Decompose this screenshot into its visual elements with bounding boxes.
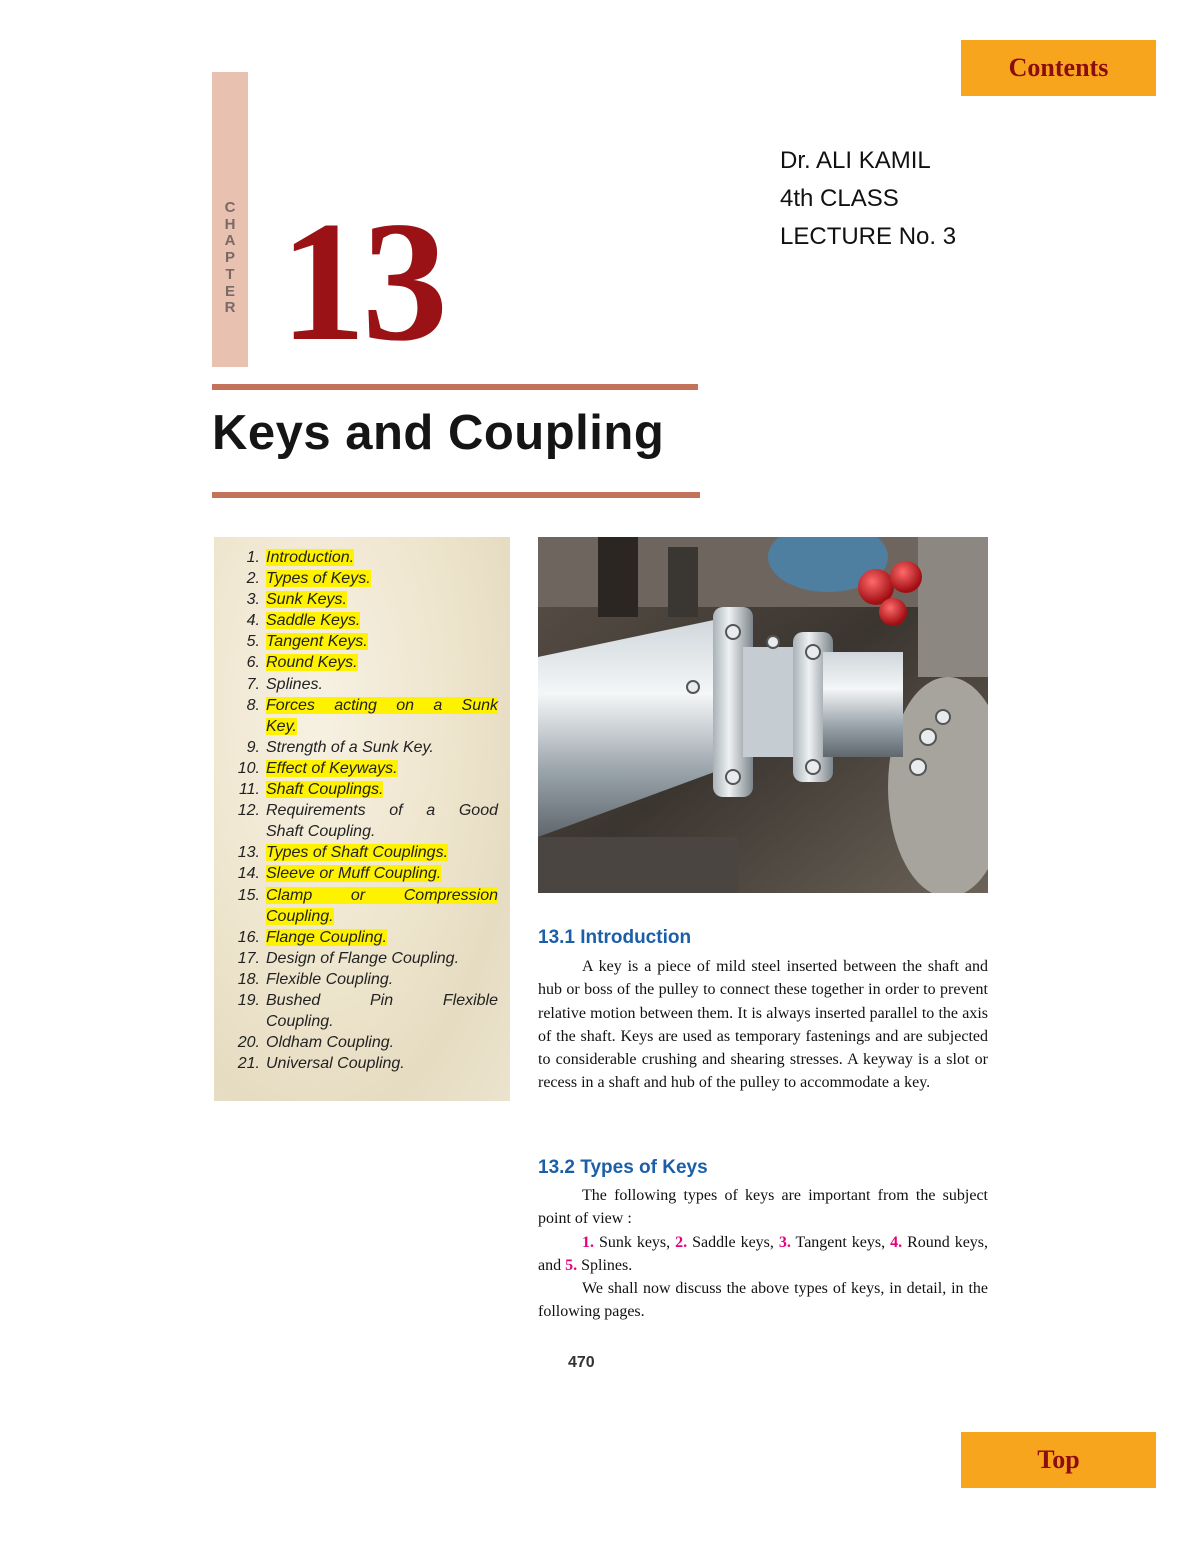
toc-item-number: 4. xyxy=(246,612,260,630)
toc-item xyxy=(214,927,510,948)
toc-item-continuation xyxy=(214,716,510,737)
toc-item xyxy=(214,863,510,884)
toc-item xyxy=(214,842,510,863)
toc-item xyxy=(214,610,510,631)
chapter-title: Keys and Coupling xyxy=(212,406,665,460)
key-type-label: Saddle keys, xyxy=(687,1233,779,1251)
toc-item-number: 2. xyxy=(246,570,260,588)
toc-item xyxy=(214,631,510,652)
toc-item-text: Saddle Keys. xyxy=(266,612,361,630)
toc-item xyxy=(214,589,510,610)
toc-item-continuation-text: Coupling. xyxy=(266,1013,334,1031)
toc-item-text: Strength of a Sunk Key. xyxy=(266,738,434,756)
toc-item-text: Flange Coupling. xyxy=(266,928,387,946)
toc-item-number: 20. xyxy=(237,1034,260,1052)
toc-item xyxy=(214,652,510,673)
toc-item-continuation xyxy=(214,906,510,927)
contents-button[interactable]: Contents xyxy=(961,40,1156,96)
toc-item-label xyxy=(260,927,510,948)
toc-item-label xyxy=(260,842,510,863)
toc-item xyxy=(214,568,510,589)
key-type-label: Round keys, and xyxy=(538,1233,989,1274)
toc-item-continuation xyxy=(214,821,510,842)
toc-item-continuation-text: Shaft Coupling. xyxy=(266,823,376,841)
toc-item-text: Design of Flange Coupling. xyxy=(266,949,460,967)
section-heading-introduction: 13.1 Introduction xyxy=(538,927,692,948)
toc-item-label xyxy=(260,800,510,821)
toc-item-text: Sunk Keys. xyxy=(266,591,347,609)
title-rule-bottom xyxy=(212,492,700,498)
toc-item xyxy=(214,990,510,1011)
toc-item-text: Tangent Keys. xyxy=(266,633,368,651)
types-of-keys-body: The following types of keys are important from the subject point of view : 1. Sunk keys, 2. Saddle keys, 3. Tangent keys, 4. Round keys, and 5. Splines. We shall now discuss the above types of keys, in detail, in the following pages. xyxy=(538,1187,989,1321)
toc-item-number: 9. xyxy=(246,738,260,756)
toc-item-continuation xyxy=(214,1011,510,1032)
flange-coupling-photo xyxy=(538,537,988,893)
toc-item xyxy=(214,547,510,568)
title-rule-top xyxy=(212,384,698,390)
toc-item-number: 15. xyxy=(237,886,260,904)
toc-item-text: Oldham Coupling. xyxy=(266,1034,395,1052)
toc-item-text: Forces acting on a Sunk xyxy=(266,696,498,714)
toc-item-number: 7. xyxy=(246,675,260,693)
toc-item-text: Effect of Keyways. xyxy=(266,759,398,777)
toc-item-label xyxy=(260,695,510,716)
key-type-label: Tangent keys, xyxy=(790,1233,891,1251)
key-type-number: 1. xyxy=(582,1233,594,1251)
toc-item-text: Bushed Pin Flexible xyxy=(266,991,498,1009)
key-type-number: 5. xyxy=(565,1256,578,1274)
chapter-number: 13 xyxy=(280,187,444,377)
toc-item-label xyxy=(260,863,510,884)
toc-item-text: Shaft Couplings. xyxy=(266,781,384,799)
introduction-paragraph: A key is a piece of mild steel inserted between the shaft and hub or boss of the pulley to connect these together in order to prevent relative motion between them. It is always inserted parallel to the axis of the shaft. Keys are used as temporary fastenings and are subjected to considerable crushing and shearing stresses. A keyway is a slot or recess in a shaft and hub of the pulley to accommodate a key. xyxy=(538,958,988,1092)
toc-item-label xyxy=(260,885,510,906)
toc-item-number: 6. xyxy=(246,654,260,672)
chapter-label: C H A P T E R xyxy=(224,199,236,317)
toc-item-number: 18. xyxy=(237,970,260,988)
toc-item-number: 16. xyxy=(237,928,260,946)
toc-item xyxy=(214,969,510,990)
toc-item xyxy=(214,695,510,716)
toc-item-label xyxy=(260,568,510,589)
toc-item-text: Introduction. xyxy=(266,549,355,566)
toc-item-text: Splines. xyxy=(266,675,323,693)
toc-item-number: 3. xyxy=(246,591,260,609)
toc-item-label xyxy=(260,969,510,990)
toc-item-label xyxy=(260,737,510,758)
toc-item-number: 13. xyxy=(237,844,260,862)
toc-item-label xyxy=(260,547,510,568)
toc-item-text: Universal Coupling. xyxy=(266,1055,405,1073)
toc-item xyxy=(214,779,510,800)
toc-item-label xyxy=(260,758,510,779)
top-button[interactable]: Top xyxy=(961,1432,1156,1488)
key-type-label: Splines. xyxy=(577,1256,633,1274)
toc-item-label xyxy=(260,779,510,800)
toc-item-number: 14. xyxy=(237,865,260,883)
toc-item-number: 8. xyxy=(246,696,260,714)
toc-item-number: 21. xyxy=(237,1055,260,1073)
toc-item-continuation-text: Coupling. xyxy=(266,907,334,925)
toc-item xyxy=(214,1053,510,1074)
toc-item-text: Requirements of a Good xyxy=(266,802,498,820)
toc-item-text: Sleeve or Muff Coupling. xyxy=(266,865,442,883)
toc-item-label xyxy=(260,1032,510,1053)
author-block xyxy=(780,142,956,256)
toc-item-label xyxy=(260,610,510,631)
toc-panel xyxy=(214,537,510,1101)
key-types-list xyxy=(538,1231,988,1278)
toc-item-text: Types of Shaft Couplings. xyxy=(266,844,449,862)
lecture-label: LECTURE No. 3 xyxy=(780,223,957,250)
key-type-number: 2. xyxy=(675,1233,688,1251)
section-heading-types-of-keys: 13.2 Types of Keys xyxy=(538,1157,708,1178)
key-type-label: Sunk keys, xyxy=(594,1233,676,1251)
toc-item xyxy=(214,674,510,695)
toc-item-text: Types of Keys. xyxy=(266,570,371,588)
toc-item xyxy=(214,800,510,821)
toc-item xyxy=(214,885,510,906)
toc-item-label xyxy=(260,631,510,652)
toc-item-number: 17. xyxy=(237,949,260,967)
toc-item-text: Flexible Coupling. xyxy=(266,970,394,988)
toc-item-label xyxy=(260,990,510,1011)
toc-item-number: 12. xyxy=(237,802,260,820)
toc-item-label xyxy=(260,652,510,673)
author-name: Dr. ALI KAMIL xyxy=(780,147,931,174)
toc-item-label xyxy=(260,674,510,695)
toc-item-number: 11. xyxy=(238,781,260,799)
toc-item xyxy=(214,758,510,779)
toc-list xyxy=(214,547,510,1074)
toc-item-label xyxy=(260,1053,510,1074)
toc-item-text: Round Keys. xyxy=(266,654,358,672)
toc-item-label xyxy=(260,948,510,969)
toc-item xyxy=(214,1032,510,1053)
toc-item-number: 1. xyxy=(246,549,260,566)
toc-item xyxy=(214,948,510,969)
toc-item xyxy=(214,737,510,758)
class-label: 4th CLASS xyxy=(780,185,899,212)
toc-item-number: 19. xyxy=(237,991,260,1009)
toc-item-text: Clamp or Compression xyxy=(266,886,498,904)
toc-item-number: 5. xyxy=(246,633,260,651)
key-type-number: 4. xyxy=(890,1233,903,1251)
key-type-number: 3. xyxy=(778,1233,791,1251)
toc-item-continuation-text: Key. xyxy=(266,717,297,735)
toc-item-number: 10. xyxy=(237,759,260,777)
page-number: 470 xyxy=(568,1354,595,1371)
toc-item-label xyxy=(260,589,510,610)
